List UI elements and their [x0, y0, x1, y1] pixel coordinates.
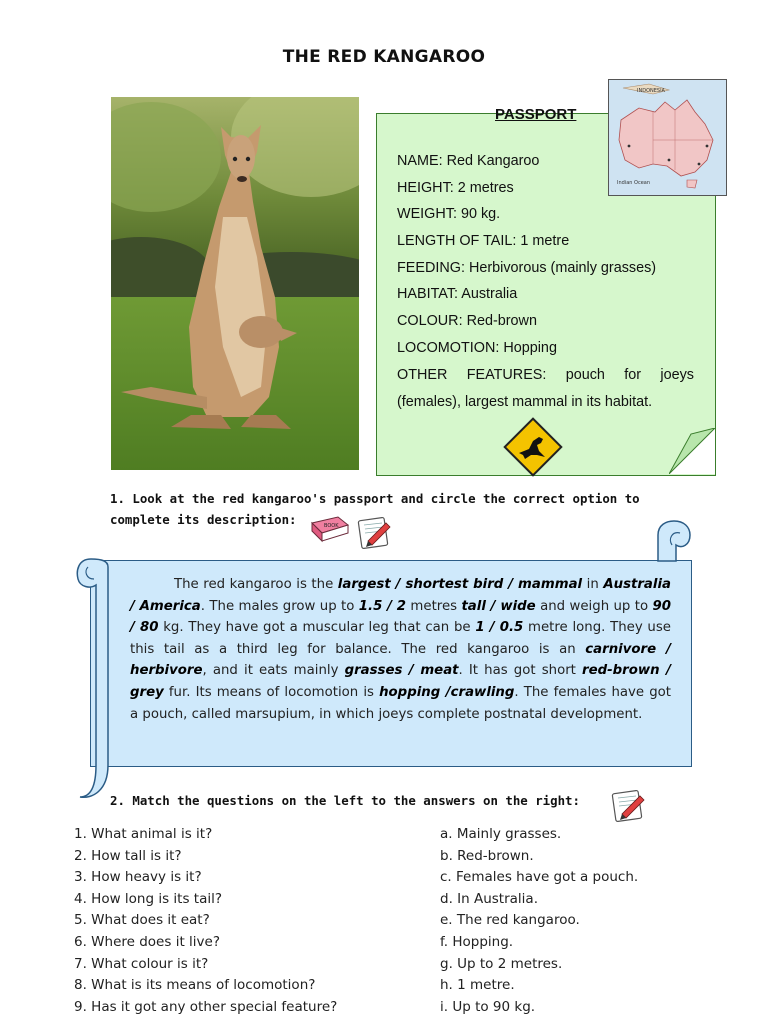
question-item[interactable]: 8. What is its means of locomotion? [74, 977, 316, 993]
question-item[interactable]: 1. What animal is it? [74, 826, 213, 842]
para-text: metre long. They use this tail as a third leg for balance. The red kangaroo is an [130, 620, 671, 657]
question-item[interactable]: 2. How tall is it? [74, 848, 182, 864]
option-food[interactable]: grasses / meat [344, 663, 459, 679]
option-tail-length[interactable]: 1 / 0.5 [475, 620, 524, 636]
option-continent[interactable]: Australia / America [130, 577, 671, 614]
answer-item[interactable]: g. Up to 2 metres. [440, 956, 563, 972]
option-dimension[interactable]: tall / wide [461, 598, 536, 614]
question-item[interactable]: 3. How heavy is it? [74, 869, 202, 885]
passport-habitat: HABITAT: Australia [397, 286, 518, 302]
passport-colour: COLOUR: Red-brown [397, 313, 537, 329]
answer-item[interactable]: h. 1 metre. [440, 977, 515, 993]
passport-heading: PASSPORT [495, 106, 577, 123]
answer-item[interactable]: b. Red-brown. [440, 848, 534, 864]
notepad-pencil-icon [610, 786, 648, 822]
map-label-top: INDONESIA [637, 88, 665, 94]
map-label-bottom: Indian Ocean [617, 180, 651, 186]
question-item[interactable]: 6. Where does it live? [74, 934, 220, 950]
question-item[interactable]: 5. What does it eat? [74, 912, 210, 928]
page-title: THE RED KANGAROO [282, 47, 486, 67]
kangaroo-photo [111, 97, 359, 470]
scroll-right-curl [654, 519, 694, 581]
para-text: kg. They have got a muscular leg that can be [158, 620, 476, 636]
passport-locomotion: LOCOMOTION: Hopping [397, 340, 557, 356]
kangaroo-sign-icon [503, 417, 563, 477]
passport-height: HEIGHT: 2 metres [397, 180, 514, 196]
para-text: . It has got short [458, 663, 583, 679]
exercise2-instruction: 2. Match the questions on the left to the answers on the right: [110, 793, 580, 808]
para-text: The red kangaroo is the [174, 577, 338, 592]
para-text: . The males grow up to [200, 598, 359, 614]
option-diet-type[interactable]: carnivore / herbivore [130, 641, 671, 679]
para-text: , and it eats mainly [202, 663, 345, 679]
book-label: BOOK [324, 523, 339, 529]
exercise1-instruction-cont: complete its description: [110, 512, 297, 527]
passport-tail: LENGTH OF TAIL: 1 metre [397, 233, 570, 249]
question-item[interactable]: 9. Has it got any other special feature? [74, 999, 338, 1015]
para-text: in [582, 577, 604, 592]
option-locomotion[interactable]: hopping /crawling [379, 684, 515, 700]
para-text: metres [406, 598, 462, 614]
answer-item[interactable]: a. Mainly grasses. [440, 826, 562, 842]
question-item[interactable]: 4. How long is its tail? [74, 891, 223, 907]
answer-item[interactable]: i. Up to 90 kg. [440, 999, 536, 1015]
notepad-pencil-icon [356, 513, 394, 549]
description-paragraph [130, 574, 671, 725]
answer-item[interactable]: c. Females have got a pouch. [440, 869, 639, 885]
answer-item[interactable]: e. The red kangaroo. [440, 912, 580, 928]
passport-feeding: FEEDING: Herbivorous (mainly grasses) [397, 260, 657, 276]
option-size-type[interactable]: largest / shortest bird / mammal [337, 577, 583, 592]
para-text: fur. Its means of locomotion is [163, 684, 380, 700]
answer-item[interactable]: f. Hopping. [440, 934, 514, 950]
folded-corner [669, 428, 715, 474]
para-text: and weigh up to [535, 598, 653, 614]
passport-features: OTHER FEATURES: pouch for joeys [397, 367, 694, 383]
passport-features-cont: (females), largest mammal in its habitat. [397, 394, 653, 410]
australia-map [608, 79, 727, 196]
para-text: . The females have got a pouch, called marsupium, in which joeys complete postnatal development. [130, 684, 671, 722]
passport-name: NAME: Red Kangaroo [397, 153, 540, 169]
question-item[interactable]: 7. What colour is it? [74, 956, 209, 972]
passport-weight: WEIGHT: 90 kg. [397, 206, 501, 222]
option-weight-value[interactable]: 90 / 80 [130, 598, 671, 636]
option-height-value[interactable]: 1.5 / 2 [358, 598, 407, 614]
exercise1-instruction: 1. Look at the red kangaroo's passport and circle the correct option to [110, 491, 640, 506]
book-icon [308, 513, 352, 545]
scroll-left-curl [74, 557, 114, 801]
answer-item[interactable]: d. In Australia. [440, 891, 538, 907]
option-fur-colour[interactable]: red-brown / grey [130, 663, 671, 700]
